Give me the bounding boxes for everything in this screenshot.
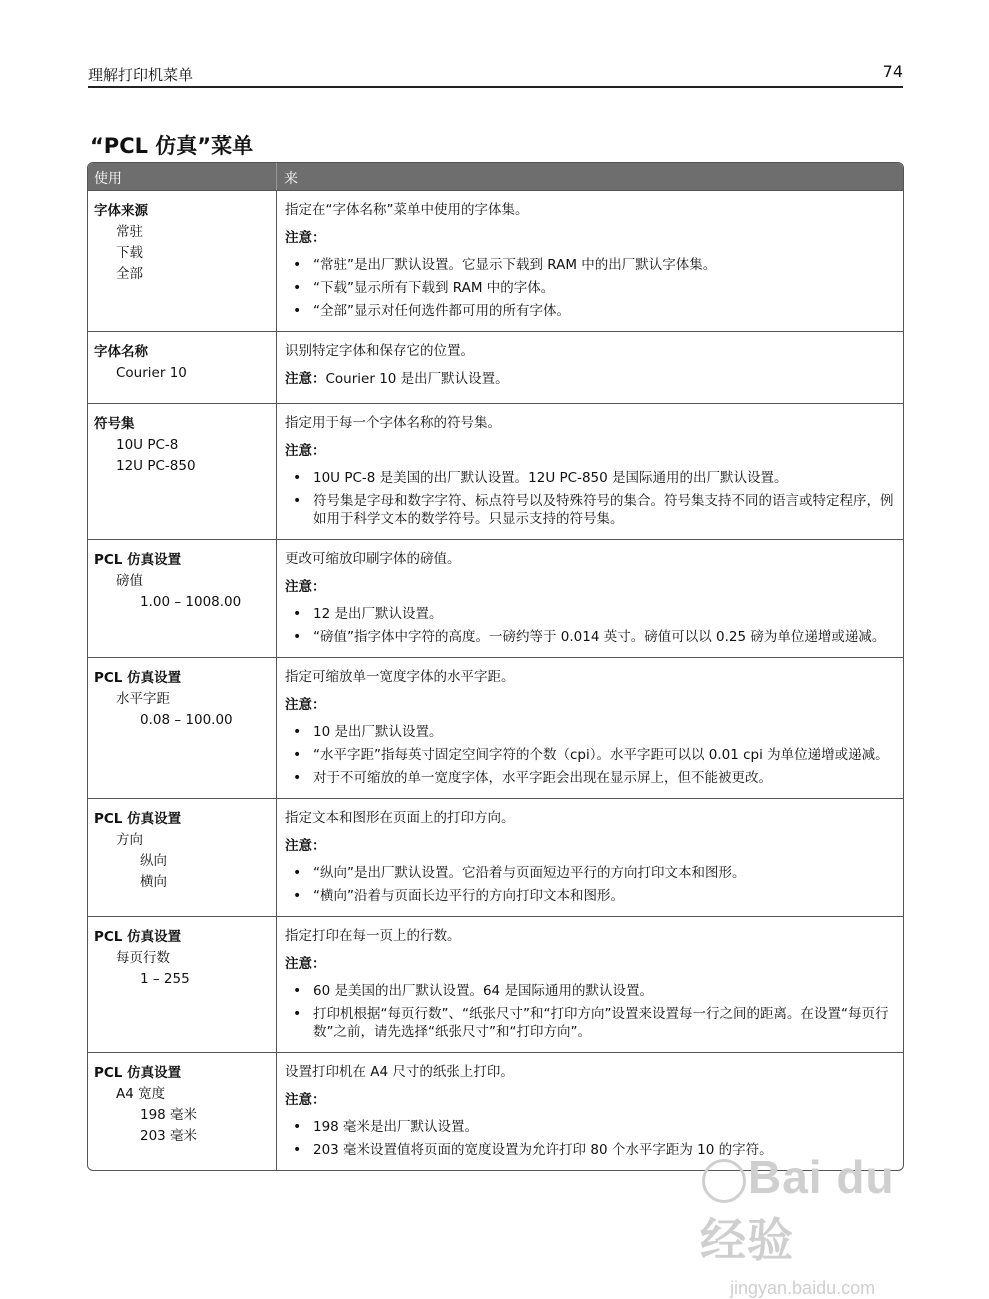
option-value: 1.00 – 1008.00: [140, 594, 242, 610]
note-list: [285, 469, 895, 528]
note-text: Courier 10 是出厂默认设置。: [325, 371, 509, 387]
note-list: [285, 605, 895, 646]
option-cell: [88, 332, 277, 403]
description-cell: [277, 540, 903, 657]
watermark-site: jingyan.baidu.com: [730, 1278, 876, 1298]
note-label: 注意：: [285, 956, 326, 972]
description-cell: [277, 799, 903, 916]
watermark-brand: [700, 1150, 940, 1270]
option-title: PCL 仿真设置: [94, 670, 182, 686]
description-text: 设置打印机在 A4 尺寸的纸张上打印。: [285, 1064, 514, 1080]
option-cell: [88, 799, 277, 916]
note-item: • 60 是美国的出厂默认设置。64 是国际通用的默认设置。: [285, 982, 895, 1000]
note-item: • “纵向”是出厂默认设置。它沿着与页面短边平行的方向打印文本和图形。: [285, 864, 895, 882]
description-text: 指定可缩放单一宽度字体的水平字距。: [285, 669, 515, 685]
note-label: 注意：: [285, 838, 326, 854]
description-cell: [277, 191, 903, 331]
watermark-brand-text: Bai du 经验: [700, 1151, 895, 1266]
note-item: • “下载”显示所有下载到 RAM 中的字体。: [285, 279, 895, 297]
option-value: Courier 10: [116, 365, 187, 381]
paw-icon: [702, 1159, 746, 1203]
description-text: 指定用于每一个字体名称的符号集。: [285, 415, 501, 431]
note-list: [285, 982, 895, 1041]
option-value: 下载: [116, 245, 143, 261]
column-header-to: 来: [284, 171, 298, 187]
note-item: • “横向”沿着与页面长边平行的方向打印文本和图形。: [285, 887, 895, 905]
baidu-jingyan-watermark: [700, 1150, 940, 1298]
option-cell: [88, 917, 277, 1052]
note-line: [285, 370, 895, 388]
description-text: 指定在“字体名称”菜单中使用的字体集。: [285, 202, 529, 218]
option-value: 1 – 255: [140, 971, 190, 987]
option-title: 字体名称: [94, 344, 148, 360]
description-cell: [277, 658, 903, 798]
note-item: • 10 是出厂默认设置。: [285, 723, 895, 741]
note-item: • 12 是出厂默认设置。: [285, 605, 895, 623]
note-label: 注意：: [285, 579, 326, 595]
table-row: [88, 916, 903, 1052]
description-cell: [277, 917, 903, 1052]
option-subtitle: 每页行数: [116, 950, 170, 966]
page-header: [88, 60, 903, 88]
option-value: 10U PC-8: [116, 437, 179, 453]
page-title: “PCL 仿真”菜单: [90, 134, 254, 158]
table-row: [88, 657, 903, 798]
header-section-title: 理解打印机菜单: [88, 66, 194, 84]
table-row: [88, 798, 903, 916]
note-item: • “磅值”指字体中字符的高度。一磅约等于 0.014 英寸。磅值可以以 0.25 磅为单位递增或递减。: [285, 628, 895, 646]
note-label: 注意：: [285, 443, 326, 459]
option-cell: [88, 540, 277, 657]
description-cell: [277, 332, 903, 403]
note-label: 注意：: [285, 230, 326, 246]
option-subtitle: 水平字距: [116, 691, 170, 707]
option-title: 符号集: [94, 416, 135, 432]
note-list: [285, 723, 895, 787]
table-row: [88, 539, 903, 657]
table-row: [88, 331, 903, 403]
note-item: • 打印机根据“每页行数”、“纸张尺寸”和“打印方向”设置来设置每一行之间的距离。在设置“每页行数”之前，请先选择“纸张尺寸”和“打印方向”。: [285, 1005, 895, 1041]
option-value: 纵向: [140, 853, 167, 869]
description-text: 指定文本和图形在页面上的打印方向。: [285, 810, 515, 826]
option-cell: [88, 191, 277, 331]
note-item: • 203 毫米设置值将页面的宽度设置为允许打印 80 个水平字距为 10 的字符。: [285, 1141, 895, 1159]
pcl-menu-table: [87, 162, 904, 1171]
table-header: [88, 163, 903, 190]
note-item: • 10U PC-8 是美国的出厂默认设置。12U PC-850 是国际通用的出厂默认设置。: [285, 469, 895, 487]
note-list: [285, 256, 895, 320]
option-subtitle: A4 宽度: [116, 1086, 166, 1102]
note-label: 注意：: [285, 1092, 326, 1108]
option-cell: [88, 658, 277, 798]
note-label: 注意：: [285, 697, 326, 713]
option-subtitle: 磅值: [116, 573, 143, 589]
option-value: 198 毫米: [140, 1107, 198, 1123]
option-title: PCL 仿真设置: [94, 811, 182, 827]
description-text: 识别特定字体和保存它的位置。: [285, 343, 474, 359]
option-cell: [88, 1053, 277, 1170]
option-title: PCL 仿真设置: [94, 552, 182, 568]
note-item: • “常驻”是出厂默认设置。它显示下载到 RAM 中的出厂默认字体集。: [285, 256, 895, 274]
option-cell: [88, 404, 277, 539]
option-value: 203 毫米: [140, 1128, 198, 1144]
option-value: 全部: [116, 266, 143, 282]
note-item: • 符号集是字母和数字字符、标点符号以及特殊符号的集合。符号集支持不同的语言或特定程序，例如用于科学文本的数学符号。只显示支持的符号集。: [285, 492, 895, 528]
option-subtitle: 方向: [116, 832, 143, 848]
option-value: 0.08 – 100.00: [140, 712, 233, 728]
table-row: [88, 190, 903, 331]
description-text: 更改可缩放印刷字体的磅值。: [285, 551, 461, 567]
option-title: 字体来源: [94, 203, 148, 219]
column-header-use: 使用: [88, 163, 277, 190]
table-row: [88, 403, 903, 539]
option-title: PCL 仿真设置: [94, 1065, 182, 1081]
note-label: 注意：: [285, 371, 326, 387]
description-text: 指定打印在每一页上的行数。: [285, 928, 461, 944]
note-item: • 198 毫米是出厂默认设置。: [285, 1118, 895, 1136]
option-value: 常驻: [116, 224, 143, 240]
description-cell: [277, 404, 903, 539]
option-value: 12U PC-850: [116, 458, 196, 474]
note-item: • “全部”显示对任何选件都可用的所有字体。: [285, 302, 895, 320]
note-item: • 对于不可缩放的单一宽度字体，水平字距会出现在显示屏上，但不能被更改。: [285, 769, 895, 787]
note-list: [285, 864, 895, 905]
header-page-number: 74: [882, 62, 903, 81]
note-item: • “水平字距”指每英寸固定空间字符的个数（cpi）。水平字距可以以 0.01 cpi 为单位递增或递减。: [285, 746, 895, 764]
option-title: PCL 仿真设置: [94, 929, 182, 945]
option-value: 横向: [140, 874, 167, 890]
